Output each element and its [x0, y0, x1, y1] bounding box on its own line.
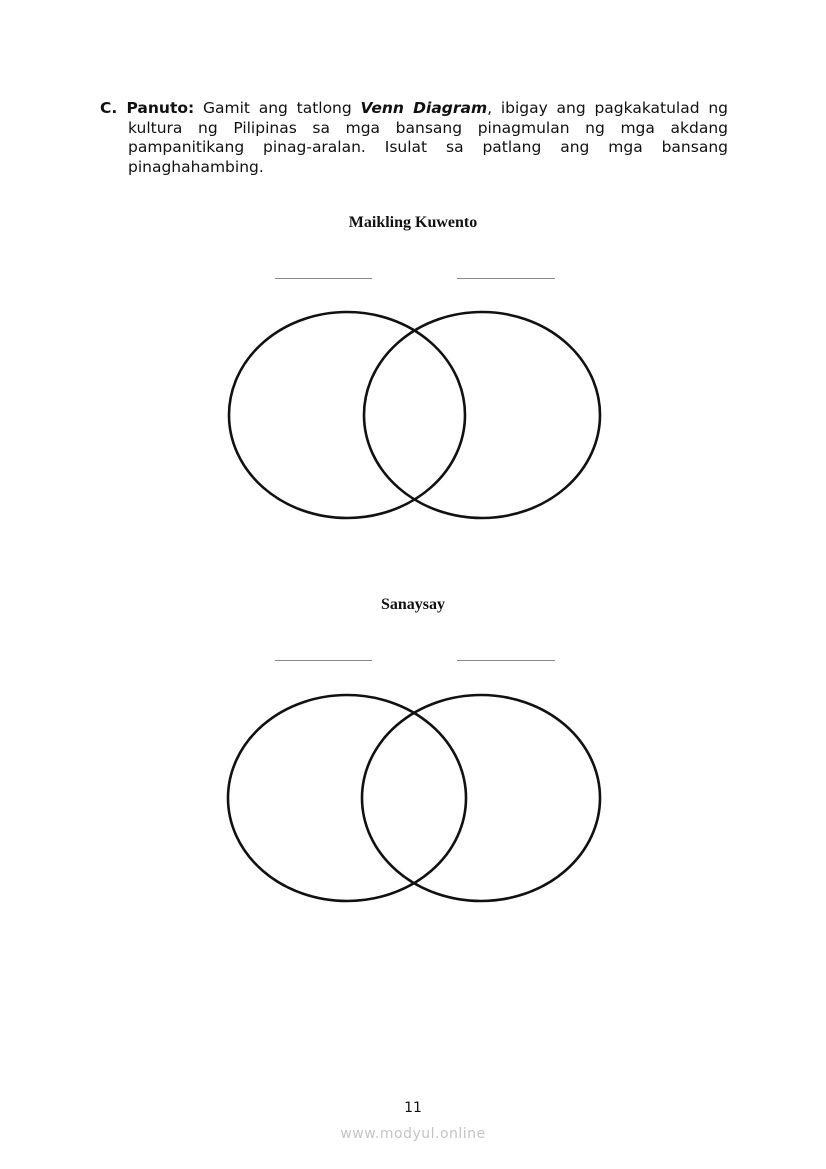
venn-circle-right [364, 312, 600, 518]
instructions-text-after: , ibigay ang pagkakatulad ng kultura ng Pilipinas sa mga bansang pinagmulan ng mga akdang pampanitikang pinag-aralan. Isulat sa patlang ang mga bansang pinaghahambing. [128, 99, 728, 176]
venn-circle-right [362, 695, 600, 901]
instructions-emphasis: Venn Diagram [360, 99, 488, 117]
diagram-title-sanaysay: Sanaysay [380, 596, 446, 613]
venn-diagram-maikling-kuwento [0, 300, 826, 530]
country-blank-right[interactable] [457, 278, 555, 279]
diagram-title-maikling-kuwento: Maikling Kuwento [348, 214, 478, 231]
venn-circle-left [228, 695, 466, 901]
venn-diagram-sanaysay [0, 683, 826, 913]
page-number: 11 [404, 1100, 422, 1116]
country-blank-left[interactable] [275, 278, 372, 279]
instructions-text-before: Gamit ang tatlong [202, 99, 352, 117]
instructions-paragraph [100, 99, 728, 177]
instructions-label: C. Panuto: [100, 99, 195, 117]
watermark: www.modyul.online [340, 1126, 486, 1142]
instructions [100, 99, 728, 177]
country-blank-left[interactable] [275, 660, 372, 661]
venn-circle-left [229, 312, 465, 518]
country-blank-right[interactable] [457, 660, 555, 661]
